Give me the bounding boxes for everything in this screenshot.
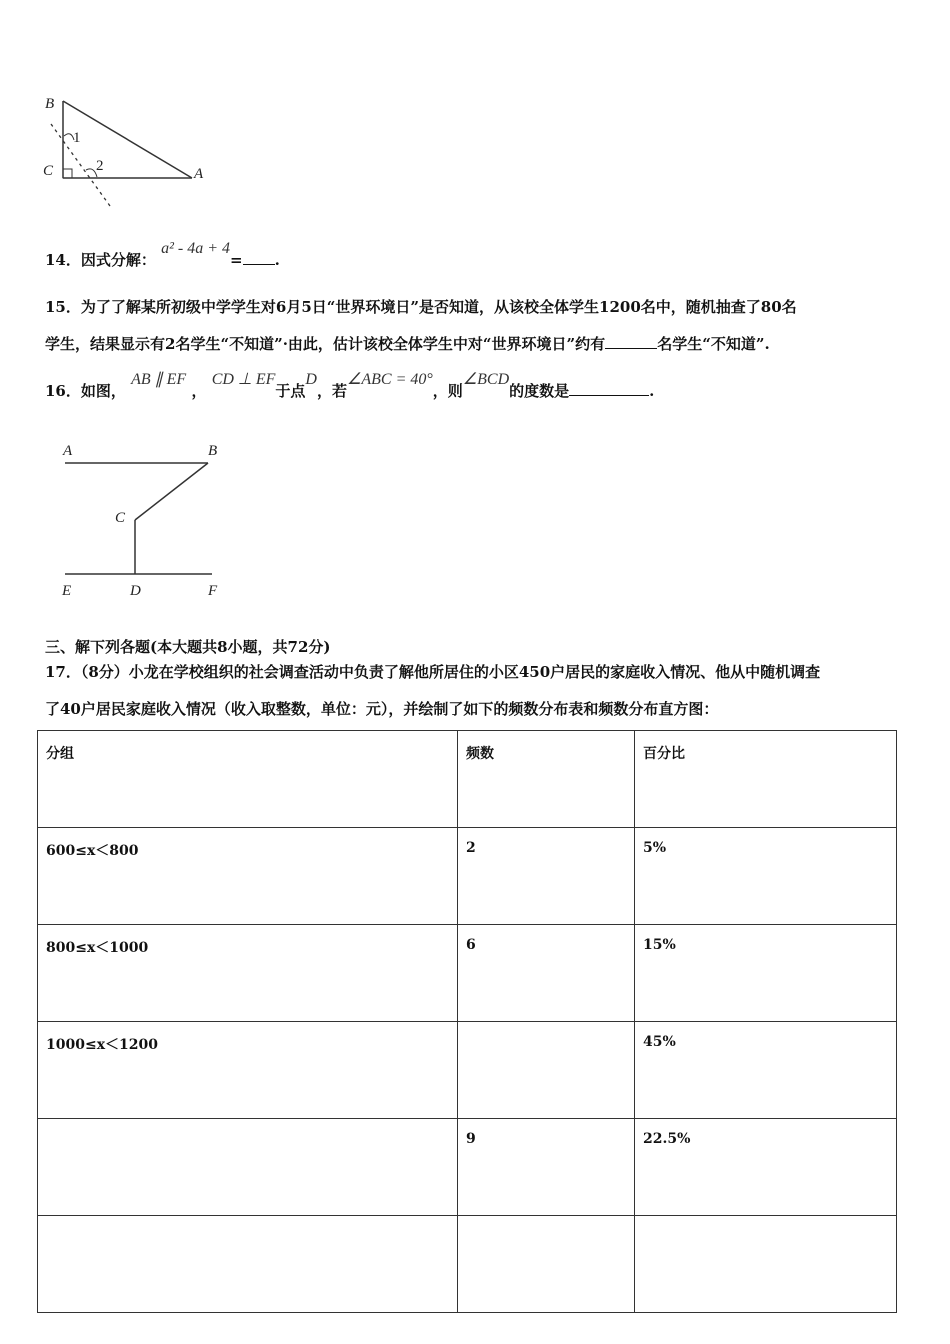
q16-math-perpendicular: CD ⊥ EF: [211, 371, 276, 388]
header-frequency: 频数: [458, 731, 635, 828]
q16-text: 于点: [275, 382, 306, 400]
label-angle-2: 2: [96, 158, 104, 174]
cell-group: 800≤x＜1000: [38, 925, 458, 1022]
q16-text: ，则: [432, 382, 463, 400]
label-B: B: [45, 96, 55, 112]
figure-parallel-lines: [0, 430, 260, 610]
cell-group: 1000≤x＜1200: [38, 1022, 458, 1119]
cell-group: [38, 1119, 458, 1216]
label-B: B: [208, 443, 218, 459]
q16-text: ，若: [316, 382, 347, 400]
table-header-row: [38, 731, 897, 828]
q14-suffix: .: [274, 251, 280, 269]
table-row: [38, 1119, 897, 1216]
table-row: [38, 828, 897, 925]
q14-equals: =: [230, 251, 243, 269]
q16-math-angle-abc: ∠ABC = 40°: [347, 371, 433, 388]
question-14: [45, 240, 280, 270]
cell-percent: 5%: [635, 828, 897, 925]
label-F: F: [208, 583, 218, 599]
question-15-line2: [45, 333, 770, 354]
frequency-table: [37, 730, 897, 1313]
label-angle-1: 1: [73, 130, 81, 146]
q15-text-end: 名学生“不知道”.: [657, 335, 770, 353]
label-A: A: [63, 443, 73, 459]
question-15-line1: 15．为了了解某所初级中学学生对6月5日“世界环境日”是否知道，从该校全体学生1200名中，随机抽查了80名: [45, 298, 797, 316]
header-percent: 百分比: [635, 731, 897, 828]
table-row: [38, 1022, 897, 1119]
cell-percent: 15%: [635, 925, 897, 1022]
q15-text: 学生，结果显示有2名学生“不知道”·由此，估计该校全体学生中对“世界环境日”约有: [45, 335, 606, 353]
question-17-line1: 17．（8分）小龙在学校组织的社会调查活动中负责了解他所居住的小区450户居民的家庭收入情况、他从中随机调查: [45, 663, 821, 681]
q16-answer-blank[interactable]: [569, 383, 649, 396]
q16-prefix: 16．如图，: [45, 382, 126, 400]
q16-suffix: .: [649, 382, 655, 400]
q16-math-parallel: AB ∥ EF: [131, 371, 187, 388]
figure-right-triangle: [0, 0, 240, 220]
label-E: E: [62, 583, 72, 599]
q16-math-angle-bcd: ∠BCD: [462, 371, 510, 388]
cell-frequency: [458, 1216, 635, 1313]
q16-text: 的度数是: [509, 382, 570, 400]
q15-answer-blank[interactable]: [605, 336, 657, 349]
label-D: D: [130, 583, 141, 599]
table-row: [38, 1216, 897, 1313]
q16-comma: ，: [191, 382, 207, 400]
q14-prefix: 14．因式分解：: [45, 251, 156, 269]
cell-percent: 22.5%: [635, 1119, 897, 1216]
header-group: 分组: [38, 731, 458, 828]
cell-percent: 45%: [635, 1022, 897, 1119]
label-A: A: [194, 166, 204, 182]
q16-point-d: D: [305, 371, 317, 388]
cell-frequency: 9: [458, 1119, 635, 1216]
label-C: C: [43, 163, 54, 179]
cell-frequency: 2: [458, 828, 635, 925]
cell-group: 600≤x＜800: [38, 828, 458, 925]
question-17-line2: 了40户居民家庭收入情况（收入取整数，单位：元），并绘制了如下的频数分布表和频数分布直方图：: [45, 700, 719, 718]
q14-answer-blank[interactable]: [243, 252, 275, 265]
cell-percent: [635, 1216, 897, 1313]
section-3-heading: 三、解下列各题(本大题共8小题，共72分): [45, 638, 331, 656]
table-row: [38, 925, 897, 1022]
label-C: C: [115, 510, 126, 526]
q14-expression: a² - 4a + 4: [161, 240, 231, 257]
cell-frequency: [458, 1022, 635, 1119]
question-16: [45, 371, 655, 401]
cell-group: [38, 1216, 458, 1313]
cell-frequency: 6: [458, 925, 635, 1022]
